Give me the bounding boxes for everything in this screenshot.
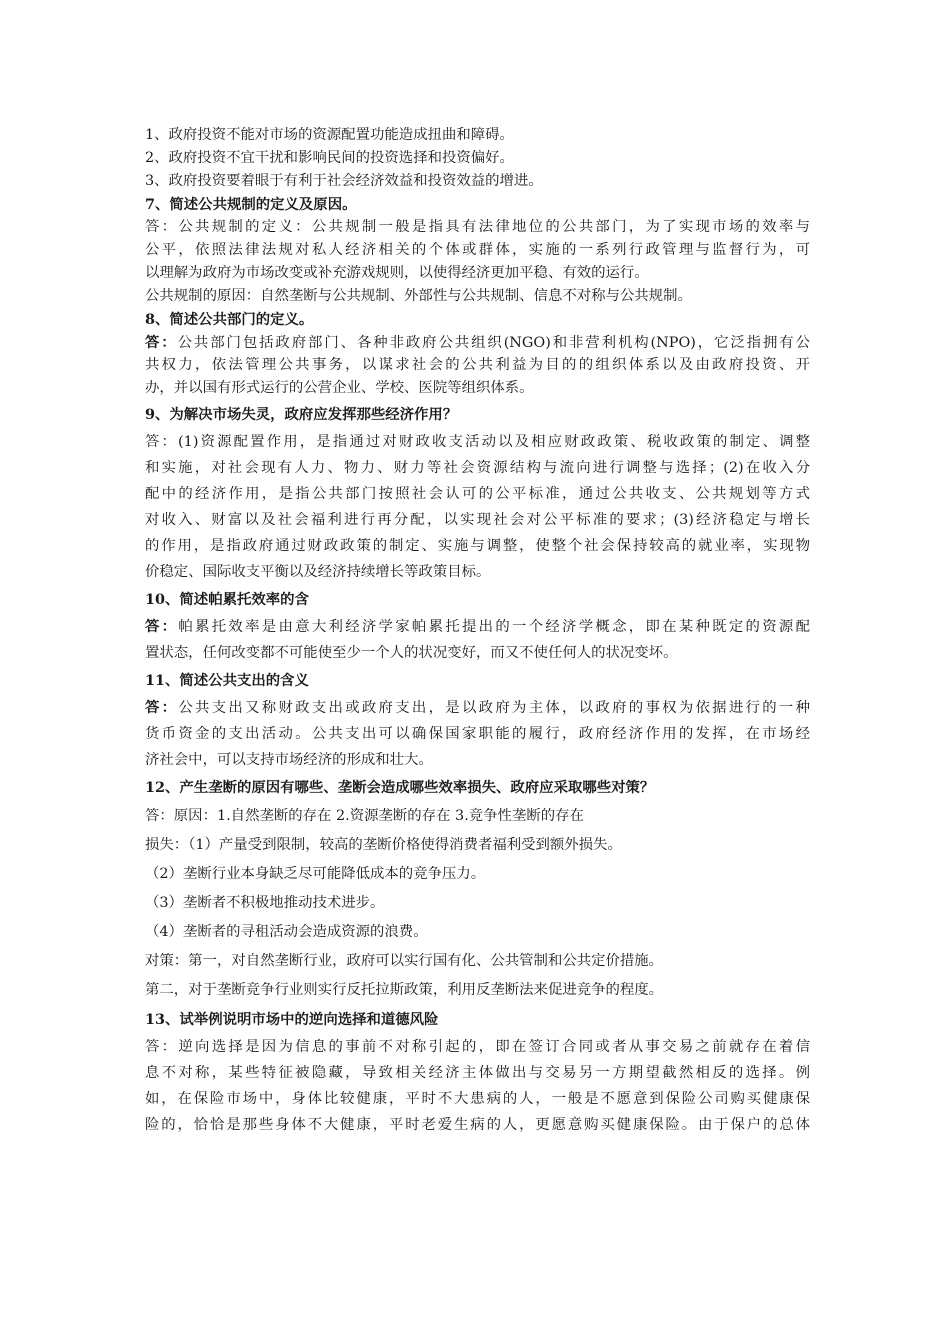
- text-line: 公共规制的原因：自然垄断与公共规制、外部性与公共规制、信息不对称与公共规制。: [145, 288, 692, 304]
- answer-label: 答：: [145, 334, 178, 351]
- section-heading: 12、产生垄断的原因有哪些、垄断会造成哪些效率损失、政府应采取哪些对策？: [145, 779, 655, 796]
- answer-text: 公共部门包括政府部门、各种非政府公共组织(NGO)和非营利机构(NPO)，它泛指拥有公: [177, 335, 810, 351]
- text-line: 答：公共规制的定义：公共规制一般是指具有法律地位的公共部门，为了实现市场的效率与: [145, 219, 810, 235]
- text-line: 对策：第一，对自然垄断行业，政府可以实行国有化、公共管制和公共定价措施。: [145, 953, 664, 969]
- text-line: 息不对称，某些特征被隐藏，导致相关经济主体做出与交易另一方期望截然相反的选择。例: [145, 1065, 810, 1081]
- answer-label: 答：: [145, 699, 179, 716]
- text-line: 对收入、财富以及社会福利进行再分配，以实现社会对公平标准的要求；(3)经济稳定与增长: [145, 512, 810, 528]
- answer-text: 公共支出又称财政支出或政府支出，是以政府为主体，以政府的事权为依据进行的一种: [178, 700, 810, 716]
- section-heading: 9、为解决市场失灵，政府应发挥那些经济作用？: [145, 406, 458, 423]
- text-line: 第二，对于垄断竞争行业则实行反托拉斯政策，利用反垄断法来促进竞争的程度。: [145, 982, 664, 998]
- section-heading: 7、简述公共规制的定义及原因。: [145, 196, 357, 213]
- text-line: 以理解为政府为市场改变或补充游戏规则，以使得经济更加平稳、有效的运行。: [145, 265, 649, 281]
- text-line: 货币资金的支出活动。公共支出可以确保国家职能的履行，政府经济作用的发挥，在市场经: [145, 726, 810, 742]
- text-line: 1、政府投资不能对市场的资源配置功能造成扭曲和障碍。: [145, 127, 514, 143]
- text-line: 险的，恰恰是那些身体不大健康，平时老爱生病的人，更愿意购买健康保险。由于保户的总体: [145, 1117, 810, 1133]
- section-heading: 11、简述公共支出的含义: [145, 672, 309, 689]
- text-line: 损失：（1）产量受到限制，较高的垄断价格使得消费者福利受到额外损失。: [145, 837, 622, 853]
- text-line: 公平，依照法律法规对私人经济相关的个体或群体，实施的一系列行政管理与监督行为，可: [145, 242, 810, 258]
- text-line: 3、政府投资要着眼于有利于社会经济效益和投资效益的增进。: [145, 173, 543, 189]
- text-line: （3）垄断者不积极地推动技术进步。: [145, 895, 385, 911]
- answer-line: [145, 331, 810, 354]
- section-heading: 10、简述帕累托效率的含: [145, 591, 309, 608]
- section-heading: 8、简述公共部门的定义。: [145, 311, 314, 328]
- text-line: 和实施，对社会现有人力、物力、财力等社会资源结构与流向进行调整与选择；(2)在收入分: [145, 460, 810, 476]
- text-line: （2）垄断行业本身缺乏尽可能降低成本的竞争压力。: [145, 866, 486, 882]
- answer-line: [145, 695, 810, 721]
- answer-text: 帕累托效率是由意大利经济学家帕累托提出的一个经济学概念，即在某种既定的资源配: [178, 619, 810, 635]
- text-line: 2、政府投资不宜干扰和影响民间的投资选择和投资偏好。: [145, 150, 514, 166]
- text-line: 配中的经济作用，是指公共部门按照社会认可的公平标准，通过公共收支、公共规划等方式: [145, 486, 810, 502]
- document-page: [145, 124, 810, 1138]
- text-line: 答：(1)资源配置作用，是指通过对财政收支活动以及相应财政政策、税收政策的制定、调整: [145, 434, 810, 450]
- text-line: （4）垄断者的寻租活动会造成资源的浪费。: [145, 924, 428, 940]
- text-line: 济社会中，可以支持市场经济的形成和壮大。: [145, 752, 433, 768]
- text-line: 置状态，任何改变都不可能使至少一个人的状况变好，而又不使任何人的状况变坏。: [145, 645, 678, 661]
- text-line: 答：原因：1.自然垄断的存在 2.资源垄断的存在 3.竞争性垄断的存在: [145, 808, 584, 824]
- section-heading: 13、试举例说明市场中的逆向选择和道德风险: [145, 1011, 439, 1028]
- text-line: 的作用，是指政府通过财政政策的制定、实施与调整，使整个社会保持较高的就业率，实现物: [145, 538, 810, 554]
- text-line: 答：逆向选择是因为信息的事前不对称引起的，即在签订合同或者从事交易之前就存在着信: [145, 1039, 810, 1055]
- answer-label: 答：: [145, 618, 179, 635]
- text-line: 价稳定、国际收支平衡以及经济持续增长等政策目标。: [145, 564, 491, 580]
- answer-line: [145, 614, 810, 640]
- text-line: 共权力，依法管理公共事务，以谋求社会的公共利益为目的的组织体系以及由政府投资、开: [145, 357, 810, 373]
- text-line: 办，并以国有形式运行的公营企业、学校、医院等组织体系。: [145, 380, 534, 396]
- text-line: 如，在保险市场中，身体比较健康，平时不大患病的人，一般是不愿意到保险公司购买健康保: [145, 1091, 810, 1107]
